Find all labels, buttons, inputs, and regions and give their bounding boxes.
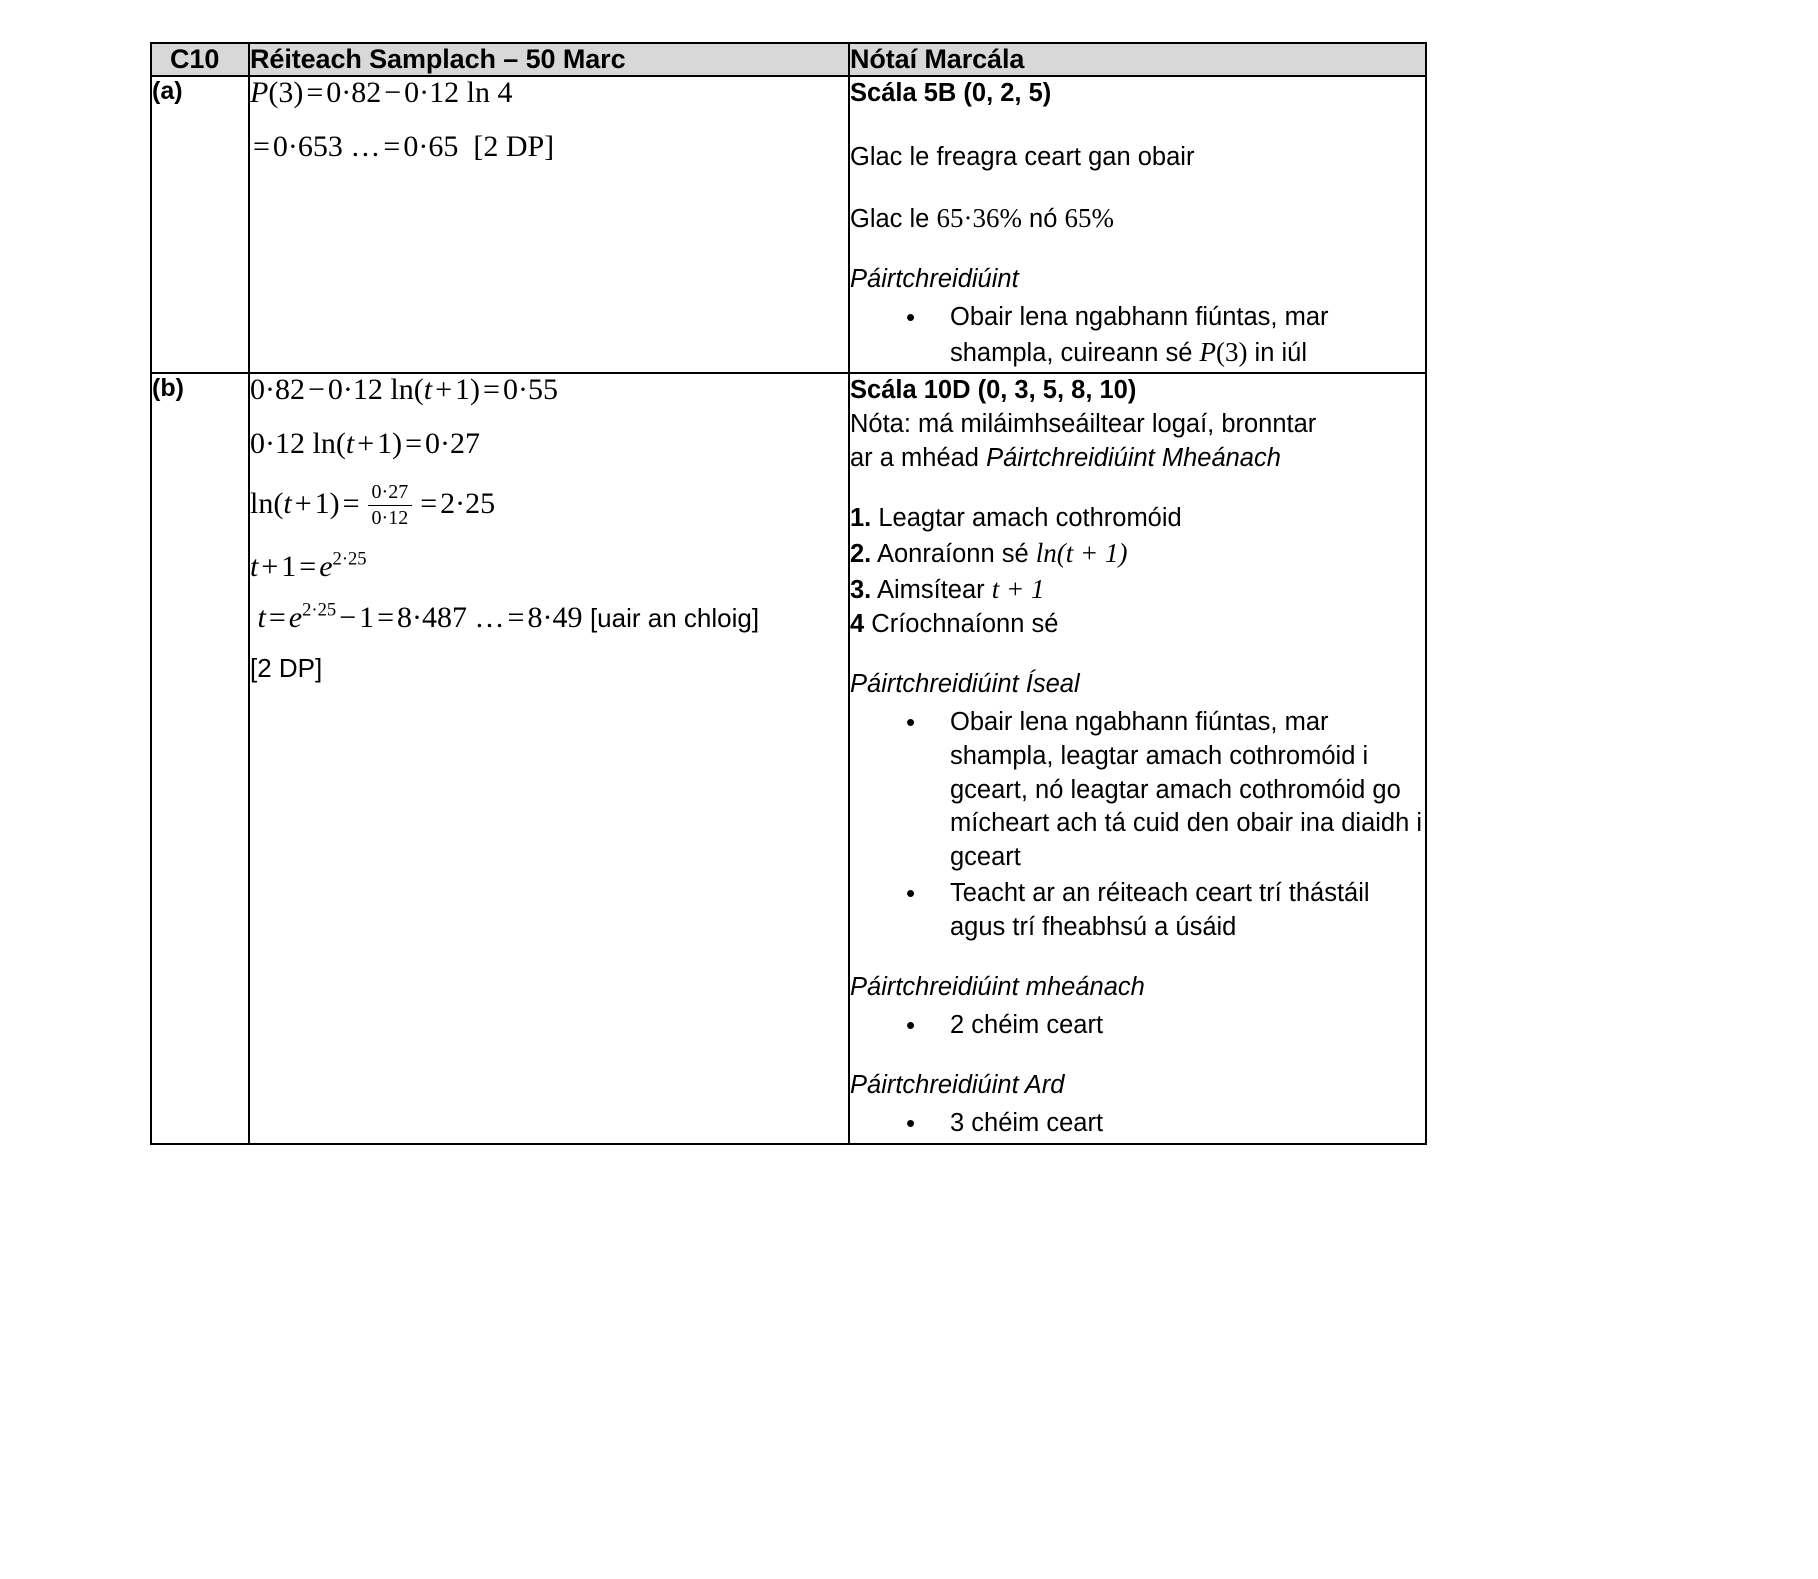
list-item-label: Obair lena ngabhann fiúntas, mar shampla, cuireann sé P(3) in iúl [950, 302, 1329, 367]
equation-b-3: ln(t + 1) = $\frac{0\cdot 27}{0\cdot 12}$ = 2·25 [250, 481, 496, 529]
table-header [151, 43, 1426, 76]
fraction-numerator: 0·27 [371, 481, 409, 504]
step-number: 4 [850, 609, 865, 638]
partial-credit-list-a [850, 301, 1425, 371]
table-body [151, 76, 1426, 1144]
note-text-b-line2 [850, 442, 1425, 476]
header-solution-column: Réiteach Samplach – 50 Marc [249, 43, 849, 76]
unit-note-b: [uair an chloig] [589, 602, 760, 633]
high-credit-list [850, 1107, 1425, 1141]
note-text-b-line1: Nóta: má miláimhseáiltear logaí, bronntar [850, 410, 1317, 439]
table-row [151, 76, 1426, 373]
step-3 [850, 572, 1425, 608]
mid-credit-list [850, 1009, 1425, 1043]
equation-b-2: 0·12 ln(t + 1) = 0·27 [250, 426, 481, 460]
notes-cell-b [849, 373, 1426, 1143]
bullet-icon: • [906, 1009, 916, 1040]
equation-a-2: = 0·653 … = 0·65 [2 DP] [253, 129, 555, 163]
note-text-plain: ar a mhéad [850, 444, 987, 473]
dp-note-b: [2 DP] [250, 653, 323, 684]
fraction [368, 481, 413, 529]
list-item-label: 3 chéim ceart [950, 1108, 1104, 1137]
step-number: 3. [850, 576, 872, 605]
exponent-b-5: 2·25 [302, 599, 337, 621]
header-row [151, 43, 1426, 76]
solution-cell-b [249, 373, 849, 1143]
equation-a-1: P(3) = 0·82 − 0·12 ln 4 [250, 76, 513, 110]
accept-line-a-1: Glac le freagra ceart gan obair [850, 142, 1195, 171]
equation-b-1: 0·82 − 0·12 ln(t + 1) = 0·55 [250, 373, 558, 407]
step-math: ln(t + 1) [1035, 538, 1128, 569]
solution-cell-a [249, 76, 849, 373]
marking-scheme-table [150, 42, 1427, 1145]
mid-credit-heading: Páirtchreidiúint mheánach [850, 973, 1145, 1002]
step-label: Aonraíonn sé [876, 540, 1036, 569]
bullet-icon: • [906, 1107, 916, 1138]
list-item [850, 706, 1425, 876]
header-notes-column: Nótaí Marcála [849, 43, 1426, 76]
marking-scheme-sheet [150, 42, 1425, 1145]
partial-credit-heading-a: Páirtchreidiúint [850, 264, 1019, 293]
low-credit-heading: Páirtchreidiúint Íseal [850, 669, 1080, 698]
row-label-b: (b) [151, 373, 249, 1143]
low-credit-list [850, 706, 1425, 945]
list-item-label: 2 chéim ceart [950, 1010, 1104, 1039]
table-row [151, 373, 1426, 1143]
bullet-icon: • [906, 878, 916, 909]
notes-cell-a [849, 76, 1426, 373]
list-item-label: Obair lena ngabhann fiúntas, mar shampla, leagtar amach cothromóid i gceart, nó leagtar amach cothromóid go mícheart ach tá cuid den obair ina diaidh i gceart [950, 707, 1423, 872]
accept-line-a-2: Glac le 65·36% nó 65% [850, 202, 1114, 233]
bullet-icon: • [906, 301, 916, 332]
step-math: t + 1 [991, 574, 1045, 605]
equation-b-5: $t = e^{2\cdot 25} - 1 = 8\cdot 487$ … = 8·49 [uair an chloig] [257, 599, 760, 634]
list-item-label: Teacht ar an réiteach ceart trí thástáil agus trí fheabhsú a úsáid [950, 879, 1370, 942]
bullet-icon: • [906, 706, 916, 737]
step-number: 2. [850, 540, 872, 569]
fraction-denominator: 0·12 [368, 505, 413, 529]
step-number: 1. [850, 504, 872, 533]
exponent-b-4: 2·25 [332, 548, 367, 570]
step-1 [850, 502, 1425, 536]
equation-b-4: $t + 1 = e^{2\cdot 25}$ [250, 548, 367, 584]
header-question-code: C10 [151, 43, 249, 76]
marking-scale-b: Scála 10D (0, 3, 5, 8, 10) [850, 376, 1137, 405]
high-credit-heading: Páirtchreidiúint Ard [850, 1070, 1065, 1099]
step-label: Críochnaíonn sé [871, 609, 1059, 638]
row-label-a: (a) [151, 76, 249, 373]
list-item [850, 1009, 1425, 1043]
list-item [850, 301, 1425, 371]
marking-scale-a: Scála 5B (0, 2, 5) [850, 79, 1052, 108]
step-4 [850, 608, 1425, 642]
list-item [850, 1107, 1425, 1141]
step-label: Aimsítear [876, 576, 992, 605]
list-item [850, 877, 1425, 945]
note-text-italic: Páirtchreidiúint Mheánach [986, 444, 1281, 473]
step-2 [850, 536, 1425, 572]
step-label: Leagtar amach cothromóid [878, 504, 1182, 533]
